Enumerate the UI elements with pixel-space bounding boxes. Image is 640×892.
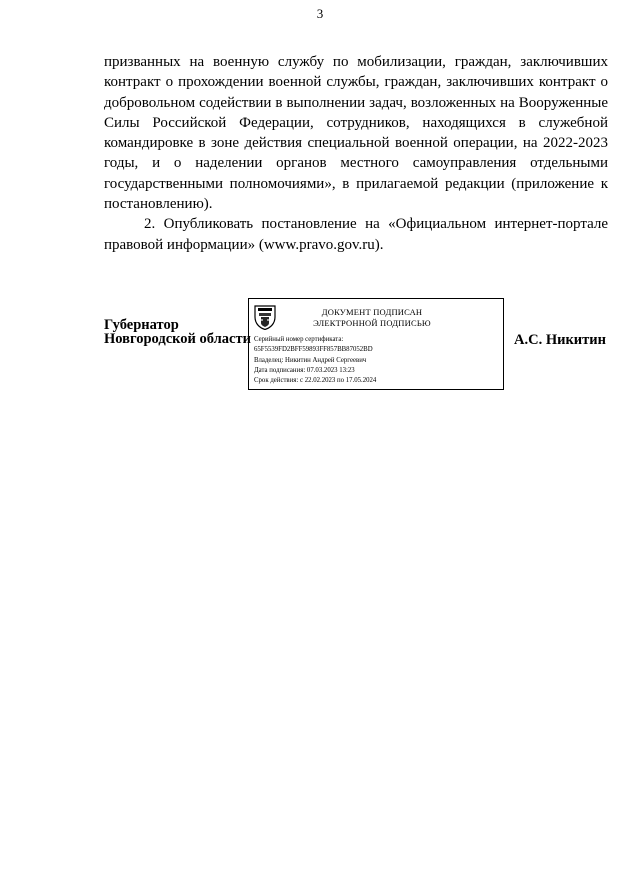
electronic-signature-stamp [248, 298, 504, 390]
stamp-owner: Владелец: Никитин Андрей Сергеевич [254, 356, 367, 364]
signer-name: А.С. Никитин [514, 332, 606, 348]
stamp-details [254, 335, 376, 386]
document-body [104, 52, 608, 255]
paragraph-continuation: призванных на военную службу по мобилизации, граждан, заключивших контракт о прохождении военной службы, граждан, заключивших контракт о добровольном содействии в выполнении задач, возложенных на Вооруженные Силы Российской Федерации, сотрудников, находящихся в служебной командировке в зоне действия специальной военной операции, на 2022-2023 годы, и о наделении органов местного самоуправления отдельными государственными полномочиями», в прилагаемой редакции (приложение к постановлению). [104, 54, 608, 213]
signer-title-line1: Губернатор [104, 317, 179, 333]
stamp-validity: Срок действия: с 22.02.2023 по 17.05.2024 [254, 377, 377, 385]
page-number: 3 [316, 6, 324, 21]
stamp-serial: 65F5539FD2BFF59893FF857BB87052BD [254, 346, 373, 354]
signature-block [104, 298, 608, 398]
stamp-heading-line2: ЭЛЕКТРОННОЙ ПОДПИСЬЮ [313, 318, 431, 328]
stamp-heading [287, 307, 457, 329]
stamp-signed-date: Дата подписания: 07.03.2023 13:23 [254, 366, 355, 374]
paragraph-publish: 2. Опубликовать постановление на «Официальном интернет-портале правовой информации» (www.pravo.gov.ru). [104, 216, 608, 253]
stamp-serial-label: Серийный номер сертификата: [254, 336, 344, 343]
coat-of-arms-icon [254, 304, 276, 330]
stamp-heading-line1: ДОКУМЕНТ ПОДПИСАН [321, 307, 423, 317]
signer-title-line2: Новгородской области [104, 331, 251, 347]
signer-title [104, 318, 251, 346]
